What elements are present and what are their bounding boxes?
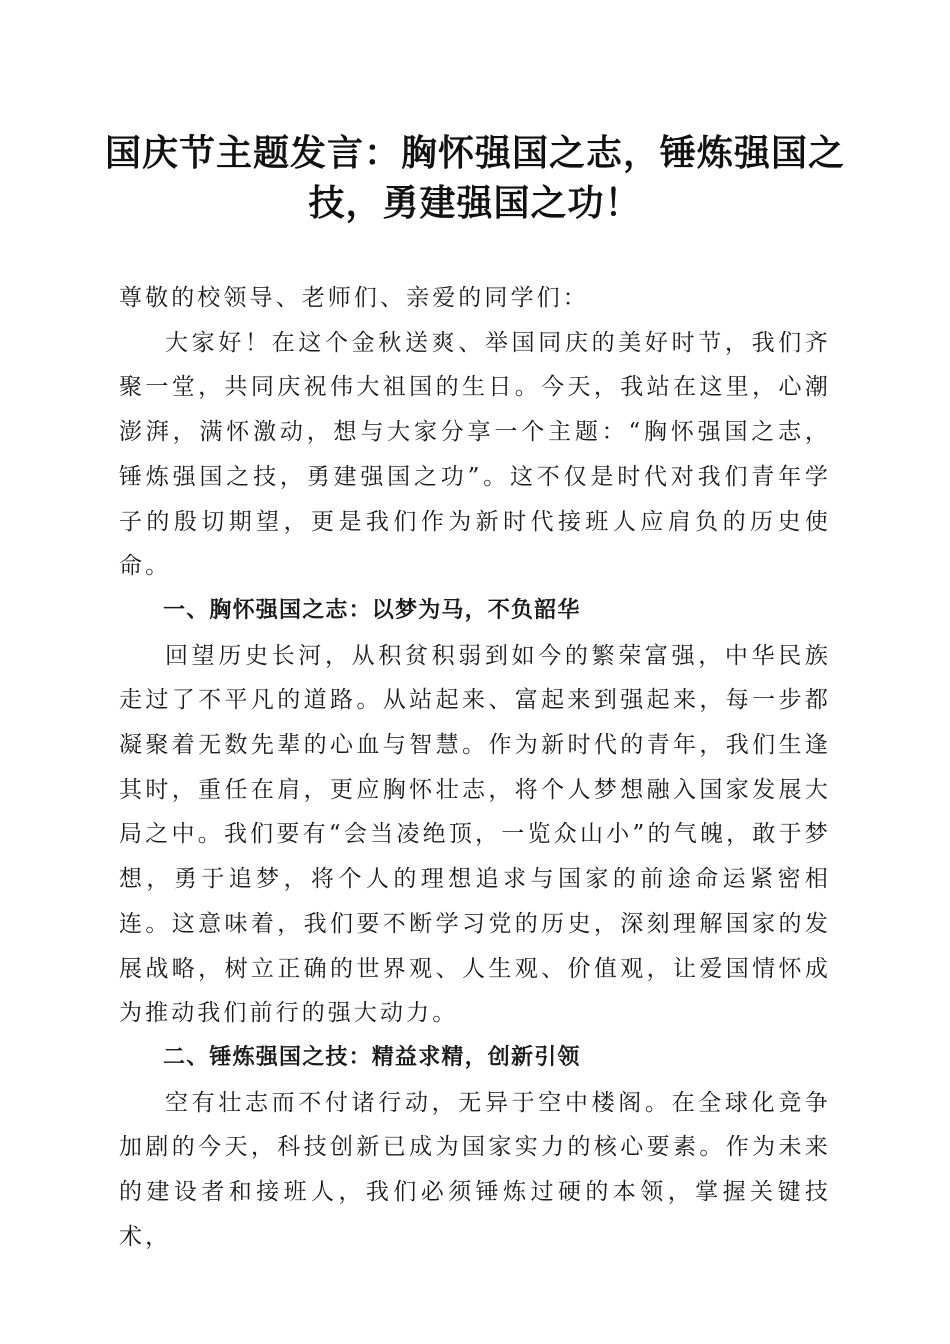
document-title [100,128,850,228]
section-heading-1: 一、胸怀强国之志：以梦为马，不负韶华 [163,597,581,623]
title-line-1: 国庆节主题发言：胸怀强国之志，锤炼强国之 [104,132,845,174]
section-heading-2: 二、锤炼强国之技：精益求精，创新引领 [163,1044,581,1070]
title-line-2: 技，勇建强国之功！ [308,182,642,224]
salutation: 尊敬的校领导、老师们、亲爱的同学们： [119,285,589,311]
opening-paragraph: 大家好！在这个金秋送爽、举国同庆的美好时节，我们齐聚一堂，共同庆祝伟大祖国的生日。今天，我站在这里，心潮澎湃，满怀激动，想与大家分享一个主题：“胸怀强国之志，锤炼强国之技，勇建强国之功”。这不仅是时代对我们青年学子的殷切期望，更是我们作为新时代接班人应肩负的历史使命。 [119,329,831,580]
document-body [119,276,831,1259]
section-paragraph-1: 回望历史长河，从积贫积弱到如今的繁荣富强，中华民族走过了不平凡的道路。从站起来、富起来到强起来，每一步都凝聚着无数先辈的心血与智慧。作为新时代的青年，我们生逢其时，重任在肩，更应胸怀壮志，将个人梦想融入国家发展大局之中。我们要有“会当凌绝顶，一览众山小”的气魄，敢于梦想，勇于追梦，将个人的理想追求与国家的前途命运紧密相连。这意味着，我们要不断学习党的历史，深刻理解国家的发展战略，树立正确的世界观、人生观、价值观，让爱国情怀成为推动我们前行的强大动力。 [119,642,831,1027]
section-paragraph-2: 空有壮志而不付诸行动，无异于空中楼阁。在全球化竞争加剧的今天，科技创新已成为国家实力的核心要素。作为未来的建设者和接班人，我们必须锤炼过硬的本领，掌握关键技术， [119,1089,831,1250]
